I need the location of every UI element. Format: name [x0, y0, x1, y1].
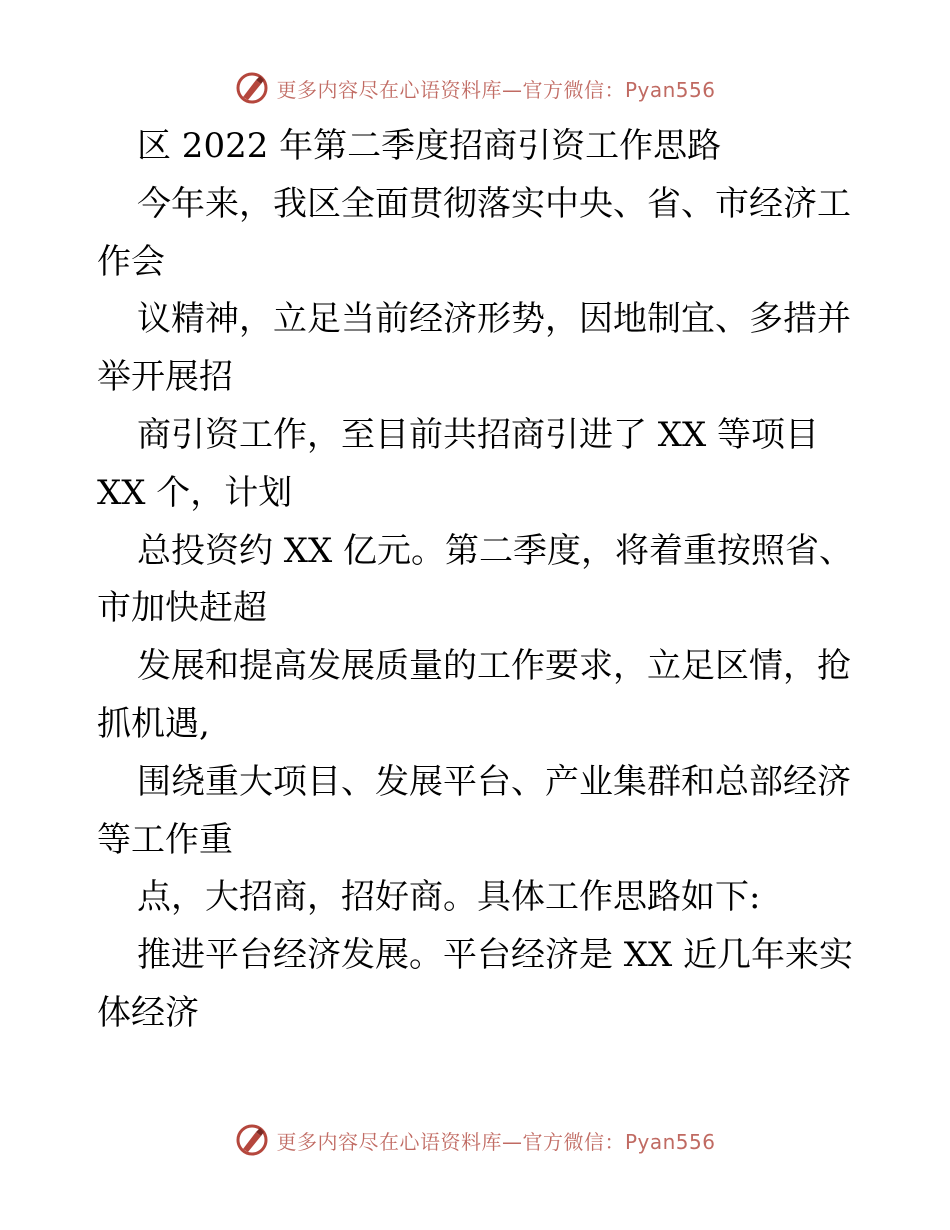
header-watermark: [0, 70, 950, 106]
paragraph-line: 举开展招: [97, 357, 233, 398]
paragraph-line: 作会: [97, 241, 165, 282]
paragraph-line: 推进平台经济发展。平台经济是 XX 近几年来实: [137, 935, 854, 976]
footer-watermark: [0, 1122, 950, 1158]
paragraph-line: 等工作重: [97, 819, 233, 860]
paragraph-line: 围绕重大项目、发展平台、产业集群和总部经济: [137, 761, 851, 802]
paragraph-line: XX 个，计划: [97, 472, 293, 513]
paragraph-line: 体经济: [97, 992, 199, 1033]
paragraph-line: 总投资约 XX 亿元。第二季度，将着重按照省、: [137, 530, 854, 571]
paragraph-line: 点，大招商，招好商。具体工作思路如下:: [137, 877, 761, 918]
paragraph-line: 抓机遇,: [97, 703, 210, 744]
document-body: [97, 118, 857, 1043]
watermark-text: 更多内容尽在心语资料库—官方微信：Pyan556: [276, 1129, 716, 1154]
paragraph-line: 今年来，我区全面贯彻落实中央、省、市经济工: [137, 183, 851, 224]
paragraph-line: 议精神，立足当前经济形势，因地制宜、多措并: [137, 299, 851, 340]
paragraph-line: 发展和提高发展质量的工作要求，立足区情，抢: [137, 646, 851, 687]
paragraph-line: 市加快赶超: [97, 588, 267, 629]
pen-logo-icon: [234, 70, 270, 106]
pen-logo-icon: [234, 1122, 270, 1158]
watermark-text: 更多内容尽在心语资料库—官方微信：Pyan556: [276, 77, 716, 102]
paragraph-line: 商引资工作，至目前共招商引进了 XX 等项目: [137, 414, 820, 455]
document-title: 区 2022 年第二季度招商引资工作思路: [137, 126, 722, 166]
